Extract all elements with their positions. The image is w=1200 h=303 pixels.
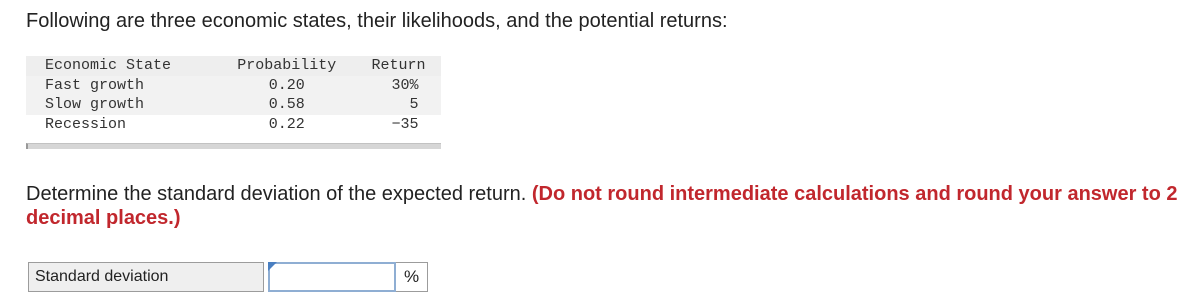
question-prompt: Determine the standard deviation of the expected return. [26, 183, 532, 205]
table-header-row [26, 56, 441, 76]
standard-deviation-input[interactable] [270, 264, 394, 290]
answer-row [28, 262, 428, 292]
table-row [26, 76, 441, 96]
header-probability: Probability [237, 57, 337, 74]
return-cell [356, 115, 441, 135]
table-scrollbar[interactable] [26, 143, 441, 149]
intro-text: Following are three economic states, their likelihoods, and the potential returns: [26, 10, 728, 32]
economic-states-table [26, 56, 441, 134]
probability-cell: 0.22 [268, 115, 305, 133]
header-return [356, 56, 441, 76]
state-cell: Fast growth [45, 76, 145, 94]
flag-icon [268, 262, 277, 271]
state-cell: Recession [45, 115, 127, 133]
header-economic-state: Economic State [45, 57, 172, 74]
state-cell: Slow growth [45, 96, 145, 113]
return-value: 30% [391, 76, 419, 94]
percent-unit: % [396, 262, 428, 292]
question-instruction: (Do not round intermediate calculations and round your answer to 2 decimal places.) [26, 183, 1178, 229]
return-cell [356, 95, 441, 115]
table-row [26, 95, 441, 115]
probability-cell: 0.58 [268, 96, 305, 113]
probability-cell: 0.20 [268, 76, 305, 94]
standard-deviation-label: Standard deviation [28, 262, 264, 292]
return-value: −35 [391, 115, 419, 133]
return-cell [356, 76, 441, 96]
table-row [26, 115, 441, 135]
header-return-label: Return [371, 57, 426, 74]
answer-input-container [268, 262, 396, 292]
question-text [26, 182, 1196, 230]
economic-states-table-wrap [26, 56, 441, 134]
return-value: 5 [409, 96, 419, 113]
